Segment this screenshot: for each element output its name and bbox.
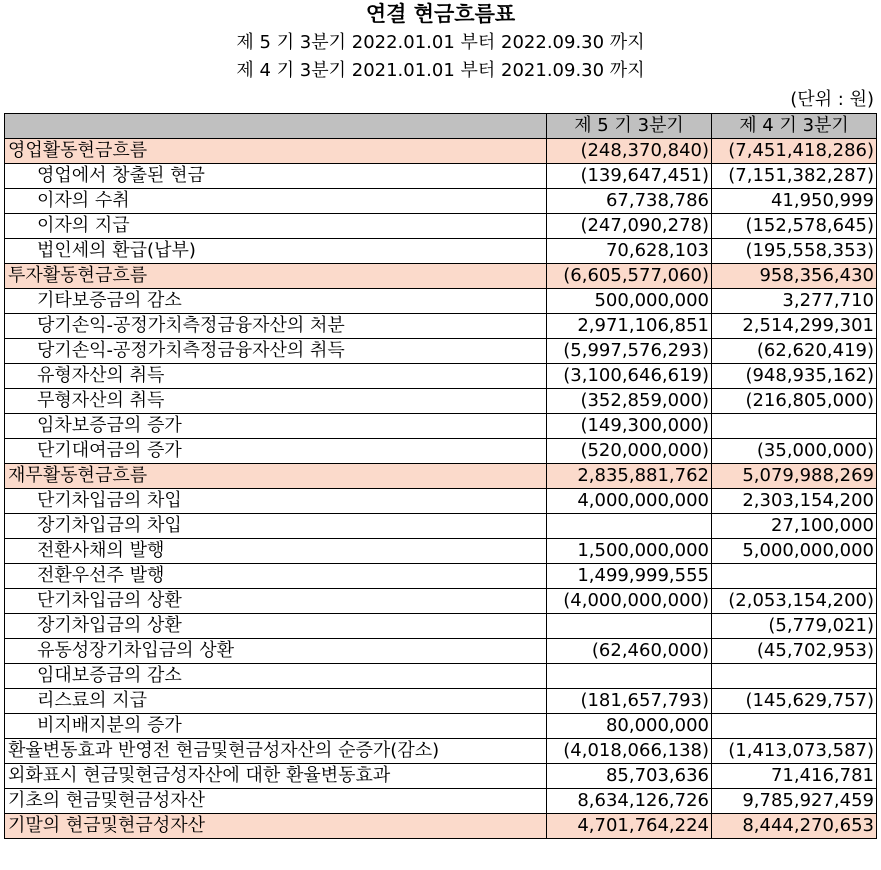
- row-label: 환율변동효과 반영전 현금및현금성자산의 순증가(감소): [5, 739, 547, 764]
- row-label: 전환사채의 발행: [5, 539, 547, 564]
- row-label: 유동성장기차입금의 상환: [5, 639, 547, 664]
- prior-period-value: 9,785,927,459: [712, 789, 877, 814]
- current-period-value: (248,370,840): [547, 139, 712, 164]
- table-row: [5, 514, 877, 539]
- header-label-cell: [5, 114, 547, 139]
- statement-title: 연결 현금흐름표: [365, 1, 516, 26]
- current-period-value: (352,859,000): [547, 389, 712, 414]
- prior-period-value: (216,805,000): [712, 389, 877, 414]
- table-row: [5, 764, 877, 789]
- prior-period-value: (1,413,073,587): [712, 739, 877, 764]
- prior-period-value: 5,079,988,269: [712, 464, 877, 489]
- prior-period-value: 41,950,999: [712, 189, 877, 214]
- table-row: [5, 714, 877, 739]
- prior-period-value: (145,629,757): [712, 689, 877, 714]
- current-period-value: 80,000,000: [547, 714, 712, 739]
- table-row: [5, 539, 877, 564]
- prior-period-value: [712, 664, 877, 689]
- current-period-value: 1,499,999,555: [547, 564, 712, 589]
- current-period-value: (139,647,451): [547, 164, 712, 189]
- prior-period-value: 8,444,270,653: [712, 814, 877, 839]
- prior-period-value: (45,702,953): [712, 639, 877, 664]
- cash-flow-table: [4, 113, 877, 839]
- table-row: [5, 364, 877, 389]
- row-label: 영업에서 창출된 현금: [5, 164, 547, 189]
- table-row: [5, 314, 877, 339]
- current-period-value: 8,634,126,726: [547, 789, 712, 814]
- table-row: [5, 164, 877, 189]
- row-label: 비지배지분의 증가: [5, 714, 547, 739]
- header-prior-period: 제 4 기 3분기: [712, 114, 877, 139]
- current-period-value: [547, 514, 712, 539]
- prior-period-value: (35,000,000): [712, 439, 877, 464]
- current-period-value: (247,090,278): [547, 214, 712, 239]
- prior-period-value: (62,620,419): [712, 339, 877, 364]
- prior-period-value: 27,100,000: [712, 514, 877, 539]
- current-period-value: 2,835,881,762: [547, 464, 712, 489]
- current-period-value: (4,000,000,000): [547, 589, 712, 614]
- current-period-value: 85,703,636: [547, 764, 712, 789]
- prior-period-value: (2,053,154,200): [712, 589, 877, 614]
- row-label: 재무활동현금흐름: [5, 464, 547, 489]
- table-row: [5, 414, 877, 439]
- prior-period-value: (7,151,382,287): [712, 164, 877, 189]
- prior-period-value: (948,935,162): [712, 364, 877, 389]
- unit-label: (단위 : 원): [790, 89, 874, 110]
- current-period-value: 67,738,786: [547, 189, 712, 214]
- table-row: [5, 264, 877, 289]
- table-row: [5, 589, 877, 614]
- table-row: [5, 389, 877, 414]
- current-period-value: 1,500,000,000: [547, 539, 712, 564]
- current-period-value: [547, 664, 712, 689]
- row-label: 임대보증금의 감소: [5, 664, 547, 689]
- prior-period-value: [712, 564, 877, 589]
- prior-period-value: (195,558,353): [712, 239, 877, 264]
- row-label: 단기대여금의 증가: [5, 439, 547, 464]
- table-row: [5, 139, 877, 164]
- current-period-value: 500,000,000: [547, 289, 712, 314]
- row-label: 기초의 현금및현금성자산: [5, 789, 547, 814]
- current-period-value: (3,100,646,619): [547, 364, 712, 389]
- row-label: 임차보증금의 증가: [5, 414, 547, 439]
- prior-period-value: 5,000,000,000: [712, 539, 877, 564]
- table-row: [5, 614, 877, 639]
- table-row: [5, 564, 877, 589]
- table-row: [5, 489, 877, 514]
- row-label: 이자의 지급: [5, 214, 547, 239]
- prior-period-value: 3,277,710: [712, 289, 877, 314]
- row-label: 단기차입금의 차입: [5, 489, 547, 514]
- prior-period-value: [712, 714, 877, 739]
- table-row: [5, 739, 877, 764]
- current-period: 제 5 기 3분기 2022.01.01 부터 2022.09.30 까지: [236, 32, 645, 53]
- current-period-value: (4,018,066,138): [547, 739, 712, 764]
- table-row: [5, 439, 877, 464]
- current-period-value: (181,657,793): [547, 689, 712, 714]
- current-period-value: 4,701,764,224: [547, 814, 712, 839]
- current-period-value: (149,300,000): [547, 414, 712, 439]
- prior-period-value: (152,578,645): [712, 214, 877, 239]
- row-label: 단기차입금의 상환: [5, 589, 547, 614]
- current-period-value: (520,000,000): [547, 439, 712, 464]
- table-row: [5, 239, 877, 264]
- prior-period-value: (5,779,021): [712, 614, 877, 639]
- prior-period-value: 2,514,299,301: [712, 314, 877, 339]
- current-period-value: (6,605,577,060): [547, 264, 712, 289]
- prior-period-value: 71,416,781: [712, 764, 877, 789]
- table-row: [5, 639, 877, 664]
- current-period-value: 2,971,106,851: [547, 314, 712, 339]
- table-row: [5, 214, 877, 239]
- row-label: 법인세의 환급(납부): [5, 239, 547, 264]
- current-period-value: [547, 614, 712, 639]
- row-label: 당기손익-공정가치측정금융자산의 처분: [5, 314, 547, 339]
- table-row: [5, 464, 877, 489]
- table-row: [5, 664, 877, 689]
- row-label: 이자의 수취: [5, 189, 547, 214]
- table-row: [5, 289, 877, 314]
- current-period-value: (5,997,576,293): [547, 339, 712, 364]
- prior-period-value: [712, 414, 877, 439]
- row-label: 전환우선주 발행: [5, 564, 547, 589]
- prior-period-value: 958,356,430: [712, 264, 877, 289]
- table-row: [5, 789, 877, 814]
- table-row: [5, 689, 877, 714]
- prior-period-value: (7,451,418,286): [712, 139, 877, 164]
- row-label: 유형자산의 취득: [5, 364, 547, 389]
- current-period-value: (62,460,000): [547, 639, 712, 664]
- row-label: 기말의 현금및현금성자산: [5, 814, 547, 839]
- row-label: 무형자산의 취득: [5, 389, 547, 414]
- row-label: 투자활동현금흐름: [5, 264, 547, 289]
- row-label: 당기손익-공정가치측정금융자산의 취득: [5, 339, 547, 364]
- row-label: 외화표시 현금및현금성자산에 대한 환율변동효과: [5, 764, 547, 789]
- row-label: 리스료의 지급: [5, 689, 547, 714]
- row-label: 기타보증금의 감소: [5, 289, 547, 314]
- row-label: 장기차입금의 상환: [5, 614, 547, 639]
- table-row: [5, 339, 877, 364]
- row-label: 장기차입금의 차입: [5, 514, 547, 539]
- row-label: 영업활동현금흐름: [5, 139, 547, 164]
- table-row: [5, 814, 877, 839]
- current-period-value: 4,000,000,000: [547, 489, 712, 514]
- table-header-row: [5, 114, 877, 139]
- prior-period: 제 4 기 3분기 2021.01.01 부터 2021.09.30 까지: [236, 60, 645, 81]
- current-period-value: 70,628,103: [547, 239, 712, 264]
- prior-period-value: 2,303,154,200: [712, 489, 877, 514]
- header-current-period: 제 5 기 3분기: [547, 114, 712, 139]
- table-row: [5, 189, 877, 214]
